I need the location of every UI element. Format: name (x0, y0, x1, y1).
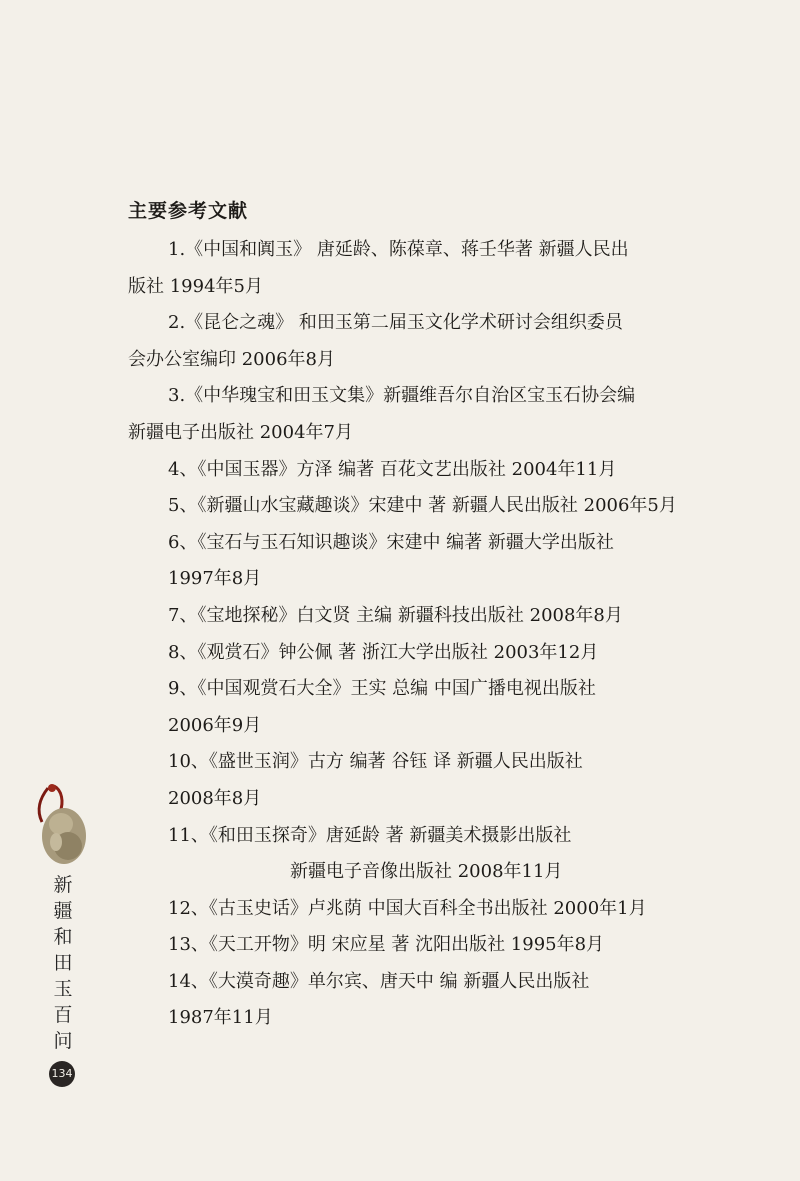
side-title-char: 新 (53, 874, 73, 896)
reference-entry: 14、《大漠奇趣》单尔宾、唐天中 编 新疆人民出版社 (168, 970, 590, 992)
jade-pendant-emblem (28, 780, 98, 870)
reference-entry: 12、《古玉史话》卢兆荫 中国大百科全书出版社 2000年1月 (168, 897, 647, 919)
page-number-badge: 134 (49, 1061, 75, 1087)
reference-entry: 6、《宝石与玉石知识趣谈》宋建中 编著 新疆大学出版社 (168, 531, 614, 553)
side-title-char: 百 (53, 1004, 73, 1026)
reference-entry-continuation: 1997年8月 (168, 568, 262, 590)
vertical-book-title (48, 872, 78, 1054)
reference-entry-continuation: 1987年11月 (168, 1007, 273, 1029)
reference-entry: 3.《中华瑰宝和田玉文集》新疆维吾尔自治区宝玉石协会编 (168, 385, 636, 407)
side-title-char: 疆 (53, 900, 73, 922)
reference-entry: 13、《天工开物》明 宋应星 著 沈阳出版社 1995年8月 (168, 934, 605, 956)
side-title-char: 玉 (53, 978, 73, 1000)
reference-entry: 7、《宝地探秘》白文贤 主编 新疆科技出版社 2008年8月 (168, 604, 623, 626)
reference-entry-continuation: 2006年9月 (168, 714, 262, 736)
reference-entry-continuation: 2008年8月 (168, 787, 262, 809)
reference-entry-continuation: 新疆电子出版社 2004年7月 (128, 421, 353, 443)
reference-entry-continuation: 会办公室编印 2006年8月 (128, 348, 335, 370)
reference-entry: 10、《盛世玉润》古方 编著 谷钰 译 新疆人民出版社 (168, 751, 583, 773)
side-title-char: 田 (53, 952, 73, 974)
reference-entry: 1.《中国和阗玉》 唐延龄、陈葆章、蒋壬华著 新疆人民出 (168, 239, 629, 260)
reference-entry-continuation: 新疆电子音像出版社 2008年11月 (290, 861, 563, 883)
reference-entry: 2.《昆仑之魂》 和田玉第二届玉文化学术研讨会组织委员 (168, 312, 623, 334)
side-title-char: 和 (53, 926, 73, 948)
reference-entry: 9、《中国观赏石大全》王实 总编 中国广播电视出版社 (168, 678, 596, 700)
reference-entry: 8、《观赏石》钟公佩 著 浙江大学出版社 2003年12月 (168, 641, 599, 663)
reference-entry-continuation: 版社 1994年5月 (128, 275, 263, 297)
reference-entry: 11、《和田玉探奇》唐延龄 著 新疆美术摄影出版社 (168, 824, 572, 846)
reference-entry: 4、《中国玉器》方泽 编著 百花文艺出版社 2004年11月 (168, 458, 617, 480)
side-title-char: 问 (53, 1030, 73, 1052)
section-heading: 主要参考文献 (128, 200, 249, 222)
reference-list (128, 232, 708, 1037)
reference-entry: 5、《新疆山水宝藏趣谈》宋建中 著 新疆人民出版社 2006年5月 (168, 495, 677, 517)
